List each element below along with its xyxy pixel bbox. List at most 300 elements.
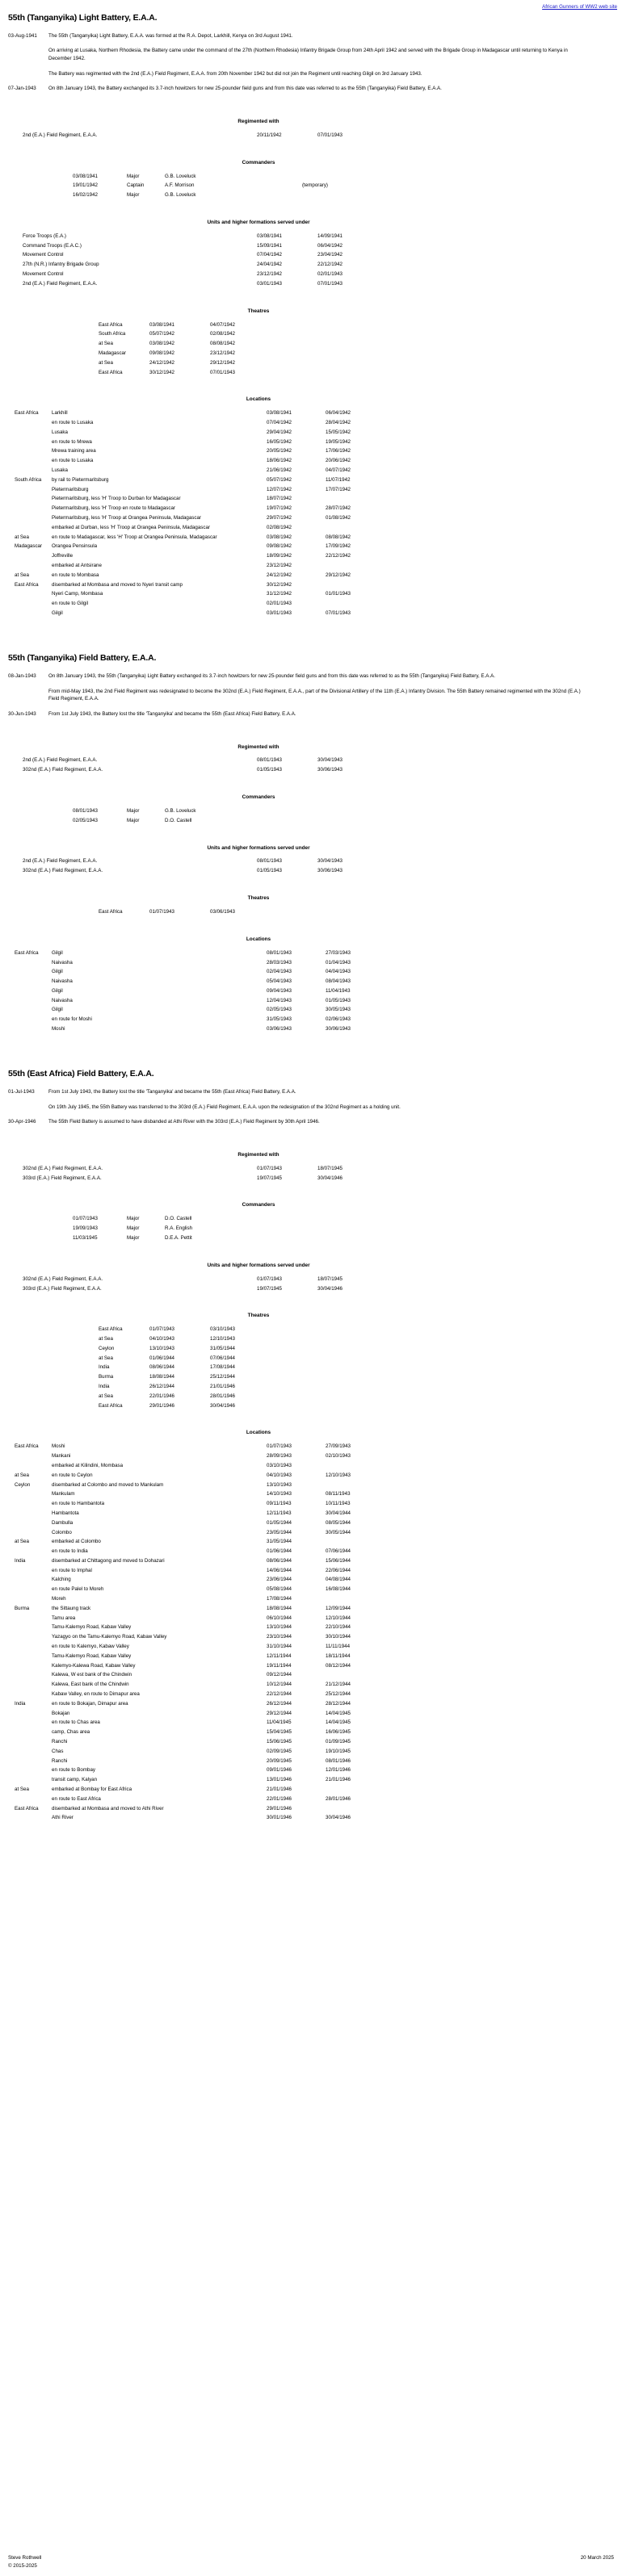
location-from-date: 19/07/1942 xyxy=(267,505,292,512)
location-region xyxy=(15,1728,52,1738)
location-from-date: 13/10/1943 xyxy=(267,1481,292,1488)
unit-row xyxy=(23,251,378,261)
location-from-date: 14/10/1943 xyxy=(267,1491,292,1497)
location-from-date: 23/05/1944 xyxy=(267,1529,292,1535)
location-to-date: 16/06/1945 xyxy=(326,1729,351,1736)
theatre-name: at Sea xyxy=(99,1393,113,1399)
location-to-date: 21/12/1944 xyxy=(326,1682,351,1688)
location-from-date: 17/08/1944 xyxy=(267,1596,292,1602)
location-row xyxy=(15,1748,385,1757)
footer-copyright: © 2015-2025 xyxy=(8,2562,37,2569)
theatre-name: at Sea xyxy=(99,359,113,366)
location-from-date: 01/06/1944 xyxy=(267,1548,292,1555)
location-from-date: 09/01/1946 xyxy=(267,1767,292,1774)
theatre-row xyxy=(99,908,271,918)
location-to-date: 01/04/1943 xyxy=(326,959,351,965)
narrative-text: On 8th January 1943, the 55th (Tanganyika) Light Battery exchanged its 3.7-inch howitzers for new 25-pounder field guns and from this date was referred to as the 55th (Tanganyika) Field Battery, E.A.A. xyxy=(48,673,495,680)
location-to-date: 27/03/1943 xyxy=(326,949,351,956)
theatre-to-date: 02/08/1942 xyxy=(210,331,235,337)
regiment-to-date: 07/01/1943 xyxy=(317,132,343,138)
theatre-name: Madagascar xyxy=(99,350,127,356)
location-row xyxy=(15,1567,385,1577)
theatre-row xyxy=(99,1402,271,1412)
location-row xyxy=(15,1016,385,1025)
location-row xyxy=(15,1006,385,1016)
location-row xyxy=(15,1662,385,1672)
location-to-date: 08/01/1946 xyxy=(326,1757,351,1764)
location-to-date xyxy=(326,581,385,591)
unit-to-date: 23/04/1942 xyxy=(317,252,343,258)
location-from-date: 31/10/1944 xyxy=(267,1644,292,1650)
unit-row xyxy=(23,232,378,242)
location-to-date: 22/06/1944 xyxy=(326,1567,351,1573)
narrative-text: On 8th January 1943, the Battery exchanged its 3.7-inch howitzers for new 25-pounder field guns and from this date was referred to as the 55th (Tanganyika) Field Battery, E.A.A. xyxy=(48,86,442,92)
location-row xyxy=(15,1814,385,1824)
commander-note xyxy=(302,817,375,827)
location-region xyxy=(15,959,52,969)
location-row xyxy=(15,1776,385,1786)
location-from-date: 28/09/1943 xyxy=(267,1453,292,1460)
location-to-date xyxy=(326,1805,385,1815)
location-from-date: 02/09/1945 xyxy=(267,1748,292,1754)
location-from-date: 03/01/1943 xyxy=(267,610,292,617)
location-place: embarked at Bombay for East Africa xyxy=(52,1786,132,1793)
location-place: en route to Kalemyo, Kabaw Valley xyxy=(52,1644,129,1650)
spacer xyxy=(8,1035,614,1067)
theatre-to-date: 28/01/1946 xyxy=(210,1393,235,1399)
unit-name: Command Troops (E.A.C.) xyxy=(23,242,82,249)
location-place: en route to Bombay xyxy=(52,1767,96,1774)
narrative-entry xyxy=(8,1088,614,1096)
location-region xyxy=(15,1500,52,1510)
location-place: Colombo xyxy=(52,1529,72,1535)
location-region: Burma xyxy=(15,1605,30,1611)
location-place: en route to Lusaka xyxy=(52,458,94,464)
theatre-row xyxy=(99,1345,271,1355)
unit-name: 2nd (E.A.) Field Regiment, E.A.A. xyxy=(23,858,98,865)
theatre-name: East Africa xyxy=(99,321,123,328)
spacer xyxy=(8,100,614,118)
location-row xyxy=(15,447,385,457)
theatre-to-date: 03/10/1943 xyxy=(210,1326,235,1333)
location-place: en route to Imphal xyxy=(52,1567,92,1573)
theatres-heading: Theatres xyxy=(247,308,270,314)
narrative-date: 07-Jan-1943 xyxy=(8,86,36,92)
location-row xyxy=(15,1519,385,1529)
location-region xyxy=(15,1814,52,1824)
regiment-from-date: 01/07/1943 xyxy=(257,1165,282,1171)
location-region xyxy=(15,1462,52,1472)
narrative-text: From 1st July 1943, the Battery lost the title 'Tanganyika' and became the 55th (East Africa) Field Battery, E.A.A. xyxy=(48,1089,296,1095)
location-to-date: 30/05/1943 xyxy=(326,1007,351,1013)
theatre-to-date: 23/12/1942 xyxy=(210,350,235,356)
location-place: embarked at Kilindini, Mombasa xyxy=(52,1462,124,1468)
location-region xyxy=(15,1710,52,1719)
unit-to-date: 30/04/1946 xyxy=(317,1285,343,1292)
theatre-name: East Africa xyxy=(99,369,123,375)
location-region xyxy=(15,978,52,987)
spacer xyxy=(8,1294,614,1312)
theatre-name: India xyxy=(99,1384,110,1390)
location-row xyxy=(15,1700,385,1710)
location-region xyxy=(15,447,52,457)
location-region xyxy=(15,505,52,514)
location-place: Larkhill xyxy=(52,410,68,417)
unit-name: 302nd (E.A.) Field Regiment, E.A.A. xyxy=(23,868,103,874)
narrative-date: 01-Jul-1943 xyxy=(8,1089,35,1095)
location-from-date: 05/08/1944 xyxy=(267,1586,292,1593)
unit-row xyxy=(23,867,378,877)
location-row xyxy=(15,1481,385,1491)
location-place: en route to Bokajan, Dimapur area xyxy=(52,1700,128,1707)
location-from-date: 23/12/1942 xyxy=(267,563,292,569)
location-to-date: 02/06/1943 xyxy=(326,1016,351,1023)
regiment-from-date: 19/07/1945 xyxy=(257,1175,282,1181)
location-from-date: 03/06/1943 xyxy=(267,1026,292,1032)
location-row xyxy=(15,534,385,543)
location-from-date: 13/10/1944 xyxy=(267,1624,292,1631)
location-row xyxy=(15,1472,385,1481)
location-to-date: 01/01/1943 xyxy=(326,591,351,597)
location-from-date: 14/06/1944 xyxy=(267,1567,292,1573)
location-from-date: 01/05/1944 xyxy=(267,1519,292,1526)
battery-section xyxy=(0,651,622,1067)
unit-row xyxy=(23,270,378,280)
location-to-date: 27/09/1943 xyxy=(326,1443,351,1450)
location-row xyxy=(15,609,385,619)
location-region: at Sea xyxy=(15,534,29,540)
unit-from-date: 24/04/1942 xyxy=(257,262,282,268)
commander-name: G.B. Loveluck xyxy=(165,192,196,199)
location-from-date: 31/05/1944 xyxy=(267,1539,292,1545)
regiment-name: 303rd (E.A.) Field Regiment, E.A.A. xyxy=(23,1175,102,1181)
location-place: embarked at Antsirane xyxy=(52,563,102,569)
location-region: East Africa xyxy=(15,410,39,417)
cmd-table xyxy=(73,807,375,827)
theatre-row xyxy=(99,350,271,359)
location-to-date: 12/10/1943 xyxy=(326,1472,351,1478)
location-place: Lusaka xyxy=(52,429,68,435)
spacer xyxy=(8,378,614,396)
location-to-date: 07/01/1943 xyxy=(326,610,351,617)
location-row xyxy=(15,1690,385,1700)
location-region xyxy=(15,1595,52,1605)
units-served-under-heading: Units and higher formations served under xyxy=(207,219,310,225)
location-place: Chas xyxy=(52,1748,64,1754)
location-from-date: 18/07/1942 xyxy=(267,496,292,502)
spacer xyxy=(8,877,614,894)
theatre-to-date: 07/06/1944 xyxy=(210,1355,235,1361)
commander-date: 02/05/1943 xyxy=(73,817,98,823)
locations-heading: Locations xyxy=(246,396,271,403)
regimented-with-row xyxy=(23,756,378,766)
location-row xyxy=(15,1595,385,1605)
unit-name: 303rd (E.A.) Field Regiment, E.A.A. xyxy=(23,1285,102,1292)
theatre-row xyxy=(99,359,271,369)
commander-date: 03/08/1941 xyxy=(73,173,98,179)
cmd-table xyxy=(73,1215,375,1243)
commander-name: G.B. Loveluck xyxy=(165,173,196,179)
location-row xyxy=(15,542,385,552)
location-region xyxy=(15,609,52,619)
regiment-to-date: 30/04/1943 xyxy=(317,757,343,764)
unit-row xyxy=(23,1275,378,1285)
location-from-date: 19/11/1944 xyxy=(267,1662,292,1669)
location-region: at Sea xyxy=(15,1472,29,1478)
commander-date: 16/02/1942 xyxy=(73,192,98,199)
location-region xyxy=(15,1671,52,1681)
location-region: East Africa xyxy=(15,581,39,588)
commander-rank: Major xyxy=(127,807,140,814)
location-to-date: 01/08/1942 xyxy=(326,515,351,521)
theatres-heading: Theatres xyxy=(247,1313,270,1319)
spacer xyxy=(8,1411,614,1429)
section-title: 55th (Tanganyika) Light Battery, E.A.A. xyxy=(8,12,158,23)
location-to-date: 12/09/1944 xyxy=(326,1605,351,1611)
commander-rank: Major xyxy=(127,1225,140,1232)
location-place: transit camp, Kalyan xyxy=(52,1777,98,1783)
regiment-from-date: 20/11/1942 xyxy=(257,132,282,138)
location-region xyxy=(15,1006,52,1016)
location-to-date xyxy=(326,524,385,534)
location-row xyxy=(15,1462,385,1472)
location-row xyxy=(15,457,385,467)
location-from-date: 08/06/1944 xyxy=(267,1557,292,1564)
location-from-date: 22/12/1944 xyxy=(267,1691,292,1698)
commander-rank: Captain xyxy=(127,182,145,189)
location-from-date: 01/07/1943 xyxy=(267,1443,292,1450)
location-place: Naivasha xyxy=(52,978,73,985)
location-place: Kalewa, W est bank of the Chindwin xyxy=(52,1672,132,1678)
commander-date: 01/07/1943 xyxy=(73,1216,98,1222)
location-to-date: 30/04/1944 xyxy=(326,1510,351,1516)
african-gunners-website-link[interactable]: African Gunners of WW2 web site xyxy=(542,4,617,10)
location-region xyxy=(15,514,52,524)
location-to-date: 08/12/1944 xyxy=(326,1662,351,1669)
location-row xyxy=(15,505,385,514)
location-from-date: 29/12/1944 xyxy=(267,1710,292,1716)
location-from-date: 09/11/1943 xyxy=(267,1501,292,1507)
theatre-from-date: 18/08/1944 xyxy=(149,1374,174,1380)
location-row xyxy=(15,959,385,969)
theatres-heading: Theatres xyxy=(247,895,270,902)
narrative-paragraph: The Battery was regimented with the 2nd (E.A.) Field Regiment, E.A.A. from 20th November 1942 but did not join the Regiment until reaching Gilgil on 3rd January 1943. xyxy=(48,70,422,77)
location-to-date: 07/06/1944 xyxy=(326,1548,351,1555)
location-to-date: 17/06/1942 xyxy=(326,448,351,454)
theatre-from-date: 01/07/1943 xyxy=(149,1326,174,1333)
location-place: Lusaka xyxy=(52,467,68,474)
location-row xyxy=(15,438,385,448)
location-row xyxy=(15,1443,385,1452)
theatre-table xyxy=(99,321,271,379)
theatre-row xyxy=(99,369,271,379)
regimented-with-row xyxy=(23,1175,378,1184)
reg-table xyxy=(23,1165,378,1184)
location-row xyxy=(15,1786,385,1795)
location-place: Tamu area xyxy=(52,1615,76,1621)
narrative-paragraph: On arriving at Lusaka, Northern Rhodesia, the Battery came under the command of the 27th (Northern Rhodesia) Infantry Brigade Group from 24th April 1942 and served with the Brigade Group in Madagascar until returning to Kenya in December 1942. xyxy=(48,48,568,62)
location-from-date: 28/03/1943 xyxy=(267,959,292,965)
location-region xyxy=(15,1719,52,1728)
location-region xyxy=(15,524,52,534)
footer-author: Steve Rothwell xyxy=(8,2555,42,2561)
spacer xyxy=(8,201,614,219)
location-from-date: 18/06/1942 xyxy=(267,458,292,464)
commander-rank: Major xyxy=(127,817,140,823)
theatre-row xyxy=(99,1326,271,1335)
narrative-entry xyxy=(8,32,614,40)
location-region xyxy=(15,968,52,978)
commanders-heading: Commanders xyxy=(242,159,275,165)
theatre-to-date: 29/12/1942 xyxy=(210,359,235,366)
theatre-from-date: 05/07/1942 xyxy=(149,331,174,337)
regiment-to-date: 30/04/1946 xyxy=(317,1175,343,1181)
location-row xyxy=(15,495,385,505)
theatre-row xyxy=(99,330,271,340)
location-region xyxy=(15,419,52,429)
location-region xyxy=(15,1016,52,1025)
spacer xyxy=(8,1244,614,1262)
location-to-date: 28/04/1942 xyxy=(326,420,351,426)
location-place: Hambantota xyxy=(52,1510,79,1516)
location-place: Pietermaritsburg, less 'H' Troop at Orangea Peninsula, Madagascar xyxy=(52,515,201,521)
location-row xyxy=(15,1795,385,1805)
unit-from-date: 03/08/1941 xyxy=(257,232,282,239)
location-row xyxy=(15,1710,385,1719)
narrative-entry xyxy=(8,1118,614,1126)
location-from-date: 02/04/1943 xyxy=(267,969,292,975)
commander-row xyxy=(73,817,375,827)
location-to-date: 19/10/1945 xyxy=(326,1748,351,1754)
location-place: Nyeri Camp, Mombasa xyxy=(52,591,103,597)
location-place: en route Palel to Moreh xyxy=(52,1586,104,1593)
location-to-date xyxy=(326,562,385,572)
location-from-date: 03/10/1943 xyxy=(267,1462,292,1468)
location-region xyxy=(15,1652,52,1662)
location-place: embarked at Colombo xyxy=(52,1539,101,1545)
commander-note xyxy=(302,191,375,201)
spacer xyxy=(8,1183,614,1201)
regimented-with-heading: Regimented with xyxy=(237,1151,279,1158)
location-from-date: 02/05/1943 xyxy=(267,1007,292,1013)
location-row xyxy=(15,600,385,609)
location-place: Joffreville xyxy=(52,553,74,559)
theatre-name: at Sea xyxy=(99,1355,113,1361)
regiment-name: 2nd (E.A.) Field Regiment, E.A.A. xyxy=(23,757,98,764)
location-place: en route to Ceylon xyxy=(52,1472,93,1478)
location-from-date: 20/09/1945 xyxy=(267,1757,292,1764)
commander-name: R.A. English xyxy=(165,1225,193,1232)
theatre-from-date: 22/01/1946 xyxy=(149,1393,174,1399)
commander-date: 19/09/1943 xyxy=(73,1225,98,1232)
location-place: Moshi xyxy=(52,1026,65,1032)
location-place: en route to Mombasa xyxy=(52,572,99,578)
location-to-date: 04/04/1943 xyxy=(326,969,351,975)
location-to-date: 22/10/1944 xyxy=(326,1624,351,1631)
unit-from-date: 19/07/1945 xyxy=(257,1285,282,1292)
regimented-with-heading: Regimented with xyxy=(237,118,279,124)
location-row xyxy=(15,1681,385,1690)
location-region xyxy=(15,1738,52,1748)
location-to-date xyxy=(326,1595,385,1605)
theatre-name: Ceylon xyxy=(99,1345,115,1351)
top-link-container xyxy=(0,0,622,11)
regiment-name: 2nd (E.A.) Field Regiment, E.A.A. xyxy=(23,132,98,138)
location-row xyxy=(15,1757,385,1767)
location-to-date xyxy=(326,600,385,609)
location-place: Pietermaritsburg, less 'H' Troop to Durban for Madagascar xyxy=(52,496,181,502)
location-from-date: 24/12/1942 xyxy=(267,572,292,578)
location-from-date: 12/07/1942 xyxy=(267,486,292,492)
location-row xyxy=(15,978,385,987)
regiment-from-date: 01/05/1943 xyxy=(257,767,282,773)
location-place: the Sittaung track xyxy=(52,1605,91,1611)
theatre-to-date: 25/12/1944 xyxy=(210,1374,235,1380)
units-table xyxy=(23,857,378,877)
location-place: disembarked at Mombasa and moved to Nyeri transit camp xyxy=(52,581,183,588)
location-place: Kabaw Valley, en route to Dimapur area xyxy=(52,1691,140,1698)
theatre-row xyxy=(99,1363,271,1373)
footer-date: 20 March 2025 xyxy=(580,2555,614,2561)
units-served-under-heading: Units and higher formations served under xyxy=(207,1262,310,1268)
location-row xyxy=(15,1452,385,1462)
location-row xyxy=(15,486,385,496)
theatre-row xyxy=(99,1355,271,1364)
location-to-date: 08/08/1942 xyxy=(326,534,351,540)
location-region xyxy=(15,467,52,476)
unit-to-date: 14/09/1941 xyxy=(317,232,343,239)
units-table xyxy=(23,232,378,290)
location-from-date: 21/06/1942 xyxy=(267,467,292,474)
unit-from-date: 15/09/1941 xyxy=(257,242,282,249)
location-from-date: 05/04/1943 xyxy=(267,978,292,985)
theatre-row xyxy=(99,1335,271,1345)
location-region xyxy=(15,1615,52,1624)
theatre-from-date: 08/06/1944 xyxy=(149,1364,174,1371)
loc-table xyxy=(15,409,385,619)
location-place: Mankulam xyxy=(52,1491,75,1497)
location-row xyxy=(15,1585,385,1595)
unit-row xyxy=(23,242,378,252)
regimented-with-heading: Regimented with xyxy=(237,743,279,750)
location-from-date: 03/08/1942 xyxy=(267,534,292,540)
location-from-date: 21/01/1946 xyxy=(267,1786,292,1793)
location-row xyxy=(15,409,385,419)
location-region xyxy=(15,1490,52,1500)
location-to-date: 30/05/1944 xyxy=(326,1529,351,1535)
theatre-from-date: 09/08/1942 xyxy=(149,350,174,356)
regiment-name: 302nd (E.A.) Field Regiment, E.A.A. xyxy=(23,1165,103,1171)
location-place: Pietermaritsburg, less 'H' Troop en route to Madagascar xyxy=(52,505,175,512)
commander-rank: Major xyxy=(127,1216,140,1222)
narrative-entry xyxy=(8,85,614,93)
location-region xyxy=(15,1025,52,1035)
location-region xyxy=(15,1633,52,1643)
spacer xyxy=(8,827,614,844)
location-to-date: 28/12/1944 xyxy=(326,1700,351,1707)
commander-name: D.E.A. Pettit xyxy=(165,1235,192,1241)
battery-section xyxy=(0,11,622,651)
theatre-from-date: 01/06/1944 xyxy=(149,1355,174,1361)
location-to-date: 30/06/1943 xyxy=(326,1026,351,1032)
unit-name: Force Troops (E.A.) xyxy=(23,232,66,239)
location-place: Orangea Pensinsula xyxy=(52,543,98,550)
location-region xyxy=(15,562,52,572)
location-place: Ranchi xyxy=(52,1757,68,1764)
location-region xyxy=(15,1519,52,1529)
commander-row xyxy=(73,807,375,817)
regimented-with-row xyxy=(23,1165,378,1175)
